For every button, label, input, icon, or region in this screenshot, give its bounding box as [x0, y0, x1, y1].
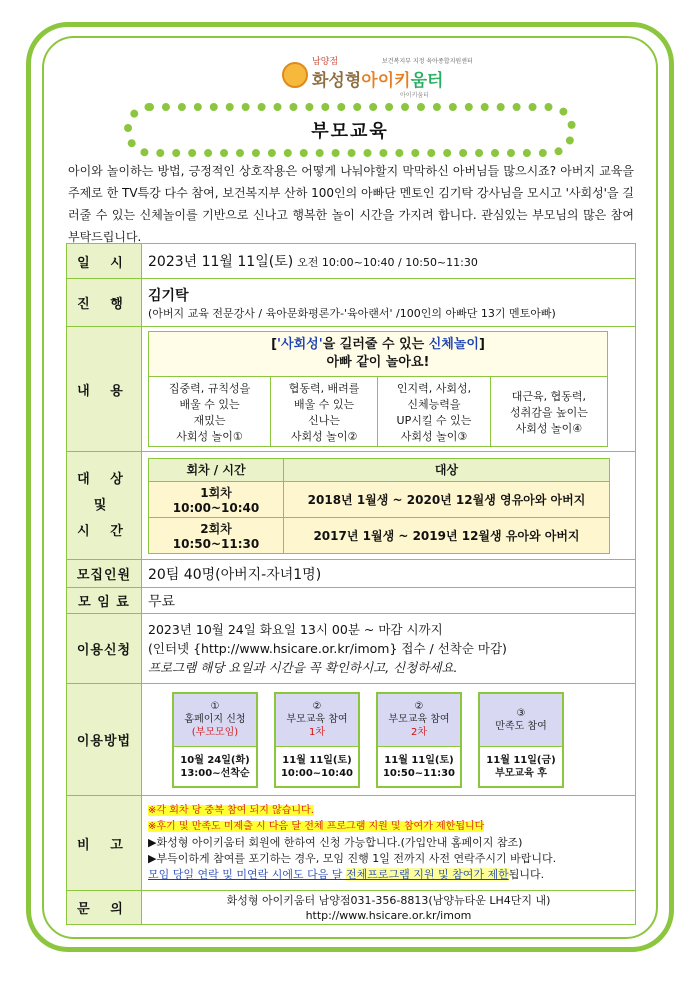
- label-capacity: 모집인원: [67, 560, 142, 588]
- session-no: 2회차 10:50~11:30: [149, 517, 284, 553]
- logo: [282, 52, 473, 99]
- row-instructor: [67, 279, 636, 327]
- row-note: 비 고 ※각 회차 당 중복 참여 되지 않습니다. ※후기 및 만족도 미제출 시 다음 달 전체 프로그램 지원 및 참여가 제한됩니다 ▶화성형 아이키움터 회원에 한하여 신청 가능합니다.(가입안내 홈페이지 참조) ▶부득이하게 참여를 포기하는 경우, 모임 진행 1일 전까지 사전 연락주시기 바랍니다. 모임 당일 연락 및 미연락 시에도 다음 달 전체프로그램 지원 및 참여가 제한됩니다.: [67, 796, 636, 891]
- event-date: 2023년 11월 11일(토): [148, 254, 294, 270]
- logo-text: [312, 66, 443, 91]
- keyword-social: 사회성: [281, 337, 319, 352]
- label-date: 일 시: [67, 244, 142, 279]
- method-step: ② 부모교육 참여 1차 11월 11일(토) 10:00~10:40: [274, 692, 360, 788]
- session-table: [148, 458, 610, 554]
- logo-part3: 움터: [410, 71, 444, 91]
- content-subhead: 아빠 같이 놀아요!: [326, 355, 430, 370]
- row-apply: [67, 614, 636, 684]
- row-fee: [67, 588, 636, 614]
- logo-part2: 아이키: [361, 71, 411, 91]
- page-title: 부모교육: [311, 121, 389, 142]
- instructor-name: 김기탁: [148, 287, 189, 304]
- note-duplicate: ※각 회차 당 중복 참여 되지 않습니다.: [148, 805, 314, 816]
- label-content: 내 용: [67, 327, 142, 452]
- inquiry-contact: 화성형 아이키움터 남양점031-356-8813(남양뉴타운 LH4단지 내): [226, 893, 551, 907]
- logo-subtext: 아이키움터: [400, 92, 429, 99]
- title-box: [124, 103, 576, 157]
- instructor-desc: (아버지 교육 전문강사 / 육아문화평론가-'육아랜서' /100인의 아빠단 13기 멘토아빠): [148, 306, 556, 320]
- intro-text: 아이와 놀이하는 방법, 긍정적인 상호작용은 어떻게 나눠야할지 막막하신 아버님들 많으시죠? 아버지 교육을 주제로 한 TV특강 다수 참여, 보건복지부 산하 100인의 아빠단 멘토인 김기탁 강사님을 모시고 '사회성'을 길러줄 수 있는 신체놀이를 기반으로 신나고 행복한 놀이 시간을 가지려 합니다. 관심있는 부모님의 많은 참여 부탁드립니다.: [68, 164, 634, 244]
- note-review: ※후기 및 만족도 미제출 시 다음 달 전체 프로그램 지원 및 참여가 제한됩니다: [148, 821, 485, 832]
- capacity-value: 20팀 40명(아버지-자녀1명): [142, 560, 636, 588]
- logo-emblem: [282, 62, 308, 88]
- row-content: [67, 327, 636, 452]
- label-note: 비 고: [67, 796, 142, 891]
- method-step: ① 홈페이지 신청 (부모모임) 10월 24일(화) 13:00~선착순: [172, 692, 258, 788]
- label-apply: 이용신청: [67, 614, 142, 684]
- label-fee: 모 임 료: [67, 588, 142, 614]
- method-step: ③ 만족도 참여 11월 11일(금) 부모교육 후: [478, 692, 564, 788]
- logo-tagline: 보건복지부 지정 육아종합지원센터: [382, 58, 473, 65]
- inquiry-url[interactable]: http://www.hsicare.or.kr/imom: [305, 908, 472, 922]
- session-no: 1회차 10:00~10:40: [149, 481, 284, 517]
- content-item: 인지력, 사회성, 신체능력을 UP시킬 수 있는 사회성 놀이③: [378, 377, 491, 447]
- session-target: 2017년 1월생 ~ 2019년 12월생 유아와 아버지: [284, 517, 610, 553]
- label-method: 이용방법: [67, 684, 142, 796]
- keyword-physical: 신체놀이: [428, 337, 479, 352]
- session-col-header: 회차 / 시간: [149, 458, 284, 481]
- event-time: 오전 10:00~10:40 / 10:50~11:30: [297, 256, 478, 269]
- logo-part1: 화성형: [312, 71, 362, 91]
- label-inquiry: 문 의: [67, 891, 142, 925]
- content-item: 협동력, 배려를 배울 수 있는 신나는 사회성 놀이②: [271, 377, 378, 447]
- info-table: [66, 243, 636, 925]
- content-item: 집중력, 규칙성을 배울 수 있는 재밌는 사회성 놀이①: [149, 377, 271, 447]
- note-cancel: ▶부득이하게 참여를 포기하는 경우, 모임 진행 1일 전까지 사전 연락주시기 바랍니다.: [148, 852, 557, 865]
- note-member: ▶화성형 아이키움터 회원에 한하여 신청 가능합니다.(가입안내 홈페이지 참조): [148, 836, 523, 849]
- label-target: 대 상 및 시 간: [67, 452, 142, 560]
- fee-value: 무료: [142, 588, 636, 614]
- label-instructor: 진 행: [67, 279, 142, 327]
- logo-branch: 남양점: [312, 57, 339, 67]
- apply-period: 2023년 10월 24일 화요일 13시 00분 ~ 마감 시까지: [148, 622, 443, 637]
- session-col-header: 대상: [284, 458, 610, 481]
- apply-notice: 프로그램 해당 요일과 시간을 꼭 확인하시고, 신청하세요.: [148, 660, 458, 675]
- row-target: [67, 452, 636, 560]
- content-item: 대근육, 협동력, 성취감을 높이는 사회성 놀이④: [490, 377, 607, 447]
- row-capacity: [67, 560, 636, 588]
- row-inquiry: [67, 891, 636, 925]
- apply-url[interactable]: (인터넷 {http://www.hsicare.or.kr/imom} 접수 / 선착순 마감): [148, 641, 507, 656]
- content-header: ['사회성'을 길러줄 수 있는 신체놀이] 아빠 같이 놀아요!: [149, 332, 608, 377]
- row-date: [67, 244, 636, 279]
- session-target: 2018년 1월생 ~ 2020년 12월생 영유아와 아버지: [284, 481, 610, 517]
- note-penalty: 모임 당일 연락 및 미연락 시에도 다음 달: [148, 868, 346, 881]
- row-method: [67, 684, 636, 796]
- method-steps: [148, 686, 629, 794]
- method-step: ② 부모교육 참여 2차 11월 11일(토) 10:50~11:30: [376, 692, 462, 788]
- content-table: [148, 331, 608, 447]
